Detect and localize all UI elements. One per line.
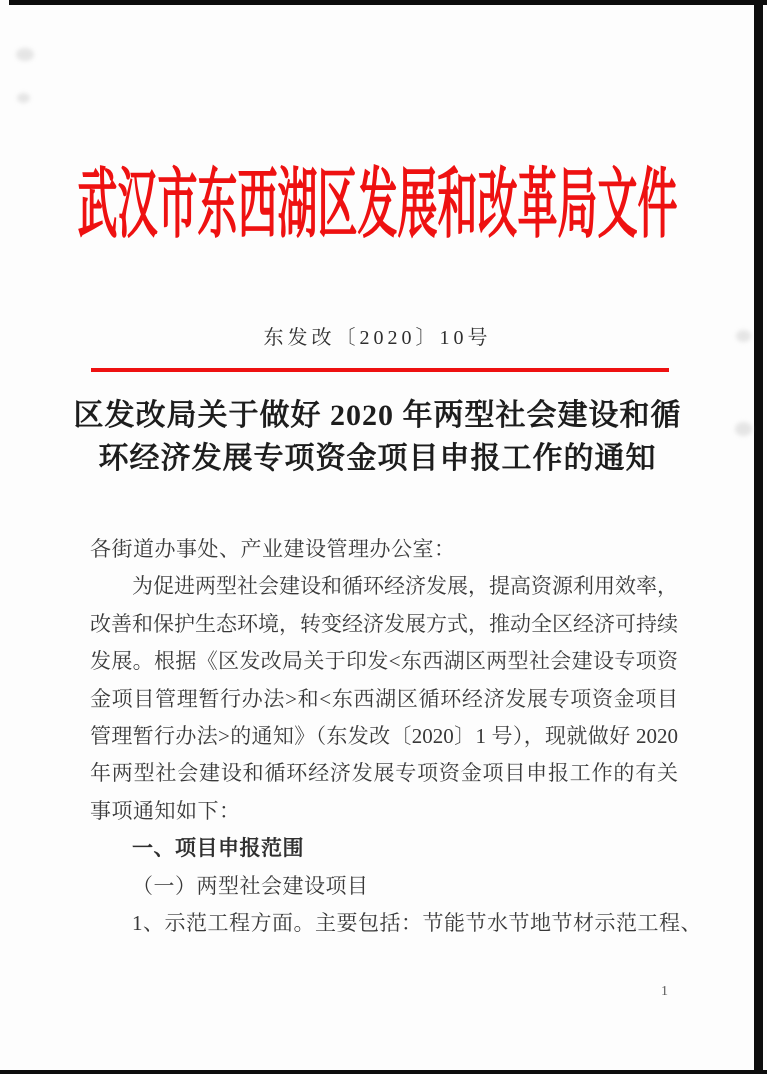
body-line: 发展。根据《区发改局关于印发<东西湖区两型社会建设专项资 bbox=[90, 649, 678, 674]
scan-edge-bottom bbox=[0, 1070, 767, 1074]
body-line: 事项通知如下： bbox=[90, 798, 241, 823]
page-number: 1 bbox=[661, 984, 668, 999]
body-line: 金项目管理暂行办法>和<东西湖区循环经济发展专项资金项目 bbox=[90, 686, 678, 711]
body-line: 管理暂行办法>的通知》（东发改〔2020〕1 号），现就做好 2020 bbox=[90, 724, 678, 749]
document-reference-number: 东发改〔2020〕10号 bbox=[263, 327, 492, 349]
body-line: 改善和保护生态环境，转变经济发展方式，推动全区经济可持续 bbox=[90, 611, 678, 636]
body-line: 1、示范工程方面。主要包括：节能节水节地节材示范工程、 bbox=[132, 911, 702, 936]
document-title bbox=[0, 394, 755, 480]
org-header-red-title: 武汉市东西湖区发展和改革局文件 bbox=[77, 161, 678, 248]
document-title-line-2: 环经济发展专项资金项目申报工作的通知 bbox=[98, 442, 657, 475]
scan-smudge bbox=[17, 93, 30, 103]
scan-edge-top bbox=[9, 0, 767, 5]
scan-edge-right bbox=[754, 0, 763, 1074]
body-line: 年两型社会建设和循环经济发展专项资金项目申报工作的有关 bbox=[90, 761, 678, 786]
red-divider-line bbox=[91, 368, 669, 372]
subsection-heading: （一）两型社会建设项目 bbox=[132, 873, 369, 898]
section-heading-1: 一、项目申报范围 bbox=[132, 837, 304, 861]
body-line: 为促进两型社会建设和循环经济发展，提高资源利用效率， bbox=[132, 574, 678, 599]
document-title-line-1: 区发改局关于做好 2020 年两型社会建设和循 bbox=[73, 399, 682, 432]
scan-smudge bbox=[16, 48, 34, 61]
body-line-salutation: 各街道办事处、产业建设管理办公室： bbox=[90, 537, 456, 561]
document-body bbox=[90, 531, 702, 942]
